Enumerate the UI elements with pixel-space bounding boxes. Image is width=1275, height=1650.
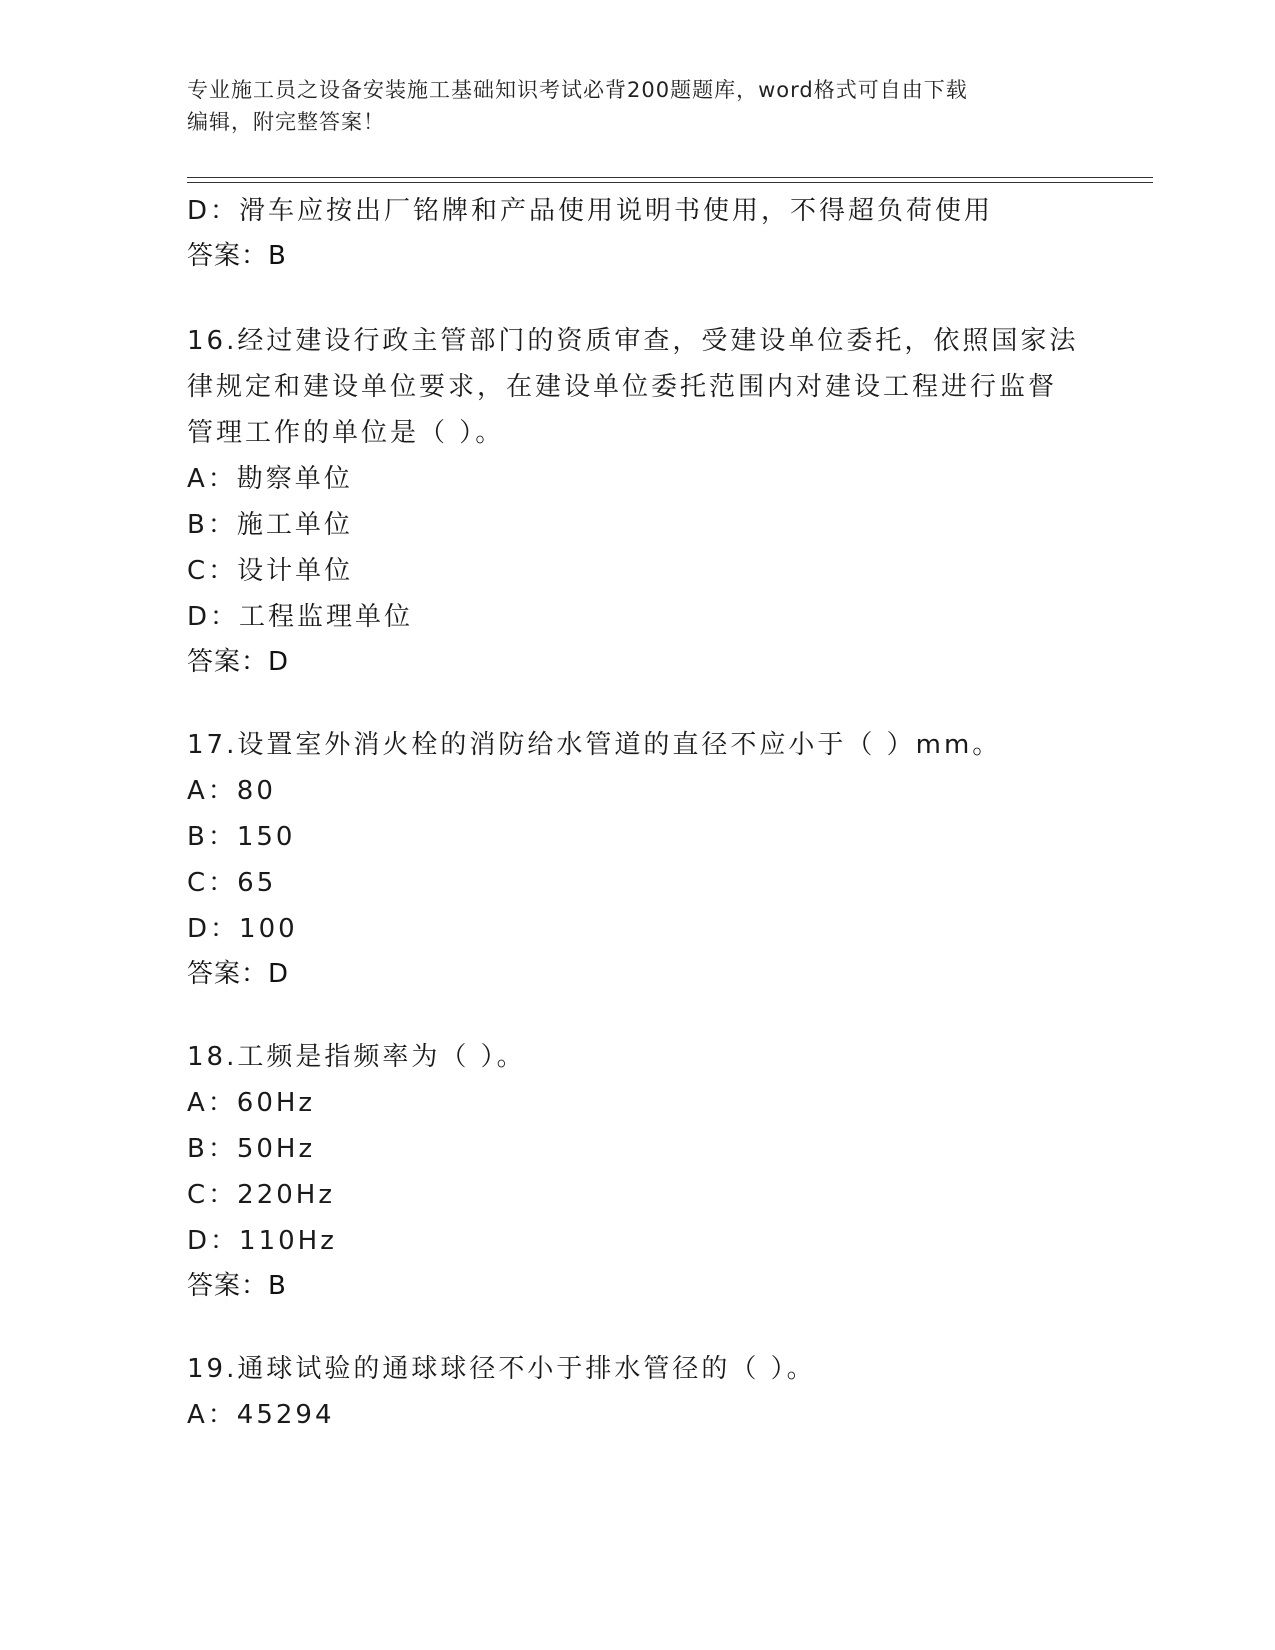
answer-line: 答案：D xyxy=(187,647,290,677)
answer-line: 答案：B xyxy=(187,1271,287,1301)
option-a: A：60Hz xyxy=(187,1088,316,1118)
option-a: A：勘察单位 xyxy=(187,464,353,494)
option-a: A：80 xyxy=(187,776,276,806)
question-stem-line: 18.工频是指频率为（ ）。 xyxy=(187,1042,526,1072)
question-18 xyxy=(187,1034,1087,1308)
answer-line: 答案：D xyxy=(187,959,290,989)
header-rule-top xyxy=(187,177,1153,178)
question-stem-line: 律规定和建设单位要求，在建设单位委托范围内对建设工程进行监督 xyxy=(187,372,1058,402)
question-stem-line: 管理工作的单位是（ ）。 xyxy=(187,418,505,448)
question-stem-line: 17.设置室外消火栓的消防给水管道的直径不应小于（ ）mm。 xyxy=(187,730,1002,760)
option-b: B：施工单位 xyxy=(187,510,353,540)
header-title-line-2: 编辑，附完整答案！ xyxy=(187,110,385,134)
question-19 xyxy=(187,1346,1087,1438)
header-rule-bottom xyxy=(187,182,1153,183)
option-c: C：设计单位 xyxy=(187,556,354,586)
option-c: C：220Hz xyxy=(187,1180,335,1210)
question-16 xyxy=(187,318,1087,684)
option-b: B：150 xyxy=(187,822,296,852)
question-list xyxy=(187,188,1087,1476)
option-d: D：滑车应按出厂铭牌和产品使用说明书使用，不得超负荷使用 xyxy=(187,196,994,226)
option-c: C：65 xyxy=(187,868,277,898)
option-d: D：110Hz xyxy=(187,1226,337,1256)
question-stem-line: 19.通球试验的通球球径不小于排水管径的（ ）。 xyxy=(187,1354,816,1384)
option-d: D：100 xyxy=(187,914,298,944)
question-17 xyxy=(187,722,1087,996)
document-header xyxy=(187,74,1067,138)
question-stem-line: 16.经过建设行政主管部门的资质审查，受建设单位委托，依照国家法 xyxy=(187,326,1079,356)
option-b: B：50Hz xyxy=(187,1134,316,1164)
header-title-line-1: 专业施工员之设备安装施工基础知识考试必背200题题库，word格式可自由下载 xyxy=(187,78,968,102)
question-15-tail xyxy=(187,188,1087,278)
option-a: A：45294 xyxy=(187,1400,335,1430)
answer-line: 答案：B xyxy=(187,241,287,271)
option-d: D：工程监理单位 xyxy=(187,602,414,632)
